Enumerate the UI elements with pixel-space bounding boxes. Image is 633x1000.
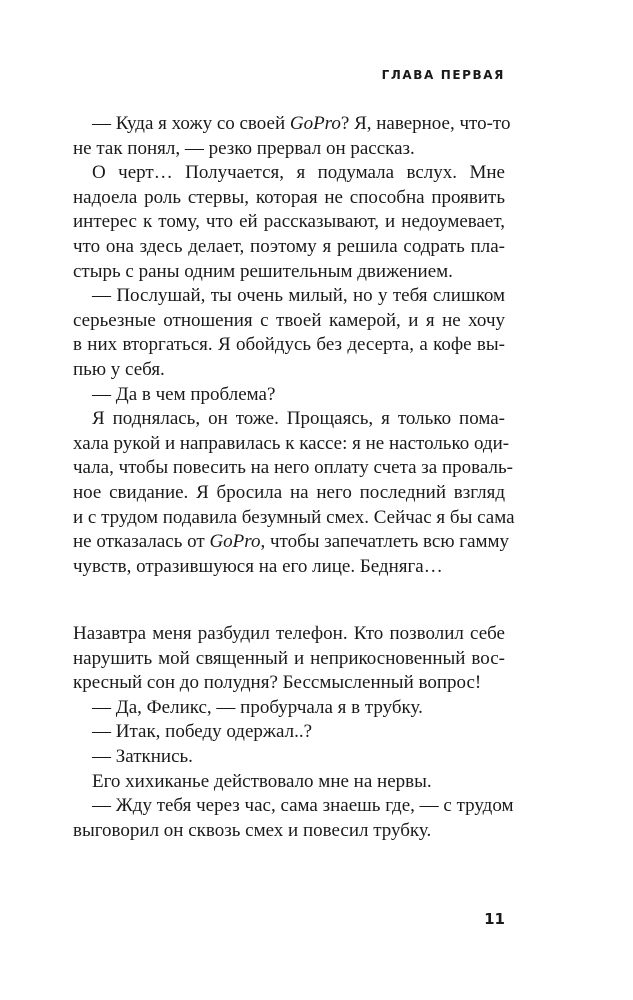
text-line <box>73 530 510 555</box>
text-line: выговорил он сквозь смех и повесил трубку. <box>73 819 432 841</box>
text-line: не так понял, — резко прервал он рассказ. <box>73 137 415 159</box>
text-line: Я поднялась, он тоже. Прощаясь, я только пома- <box>73 408 505 430</box>
text-line: пью у себя. <box>73 358 165 380</box>
text-line <box>73 112 511 137</box>
text-line: — Послушай, ты очень милый, но у тебя слишком <box>73 285 505 307</box>
text-line: — Итак, победу одержал..? <box>73 721 313 743</box>
text-line: стырь с раны одним решительным движением. <box>73 260 453 282</box>
text-section-1 <box>73 112 515 579</box>
text-fragment: ? Я, наверное, что-то <box>340 113 511 134</box>
text-line: — Да, Феликс, — пробурчала я в трубку. <box>73 696 423 718</box>
text-line: в них вторгаться. Я обойдусь без десерта, а кофе вы- <box>73 334 505 356</box>
text-fragment: , чтобы запечатлеть всю гамму <box>260 531 510 553</box>
text-line: интерес к тому, что ей рассказывают, и недоумевает, <box>73 211 505 233</box>
text-line: что она здесь делает, поэтому я решила содрать пла- <box>73 235 505 257</box>
text-line: Его хихиканье действовало мне на нервы. <box>73 770 432 792</box>
text-line: чала, чтобы повесить на него оплату счета за проваль- <box>73 457 513 479</box>
page-number: 11 <box>484 910 505 928</box>
text-fragment: — Куда я хожу со своей <box>73 113 290 134</box>
italic-term: GoPro <box>289 113 341 134</box>
text-line: и с трудом подавила безумный смех. Сейчас я бы сама <box>73 506 515 528</box>
text-line: — Заткнись. <box>73 745 193 767</box>
text-line: серьезные отношения с твоей камерой, и я не хочу <box>73 309 505 331</box>
text-line: кресный сон до полудня? Бессмысленный вопрос! <box>73 672 482 694</box>
running-head: ГЛАВА ПЕРВАЯ <box>381 68 505 82</box>
text-fragment: не отказалась от <box>73 531 210 553</box>
text-line: чувств, отразившуюся на его лице. Бедняга… <box>73 555 443 577</box>
text-line: — Да в чем проблема? <box>73 383 276 405</box>
text-line: Назавтра меня разбудил телефон. Кто позволил себе <box>73 623 505 644</box>
text-section-2 <box>73 622 514 843</box>
text-line: — Жду тебя через час, сама знаешь где, — с трудом <box>73 795 514 817</box>
italic-term: GoPro <box>209 531 261 553</box>
text-line: ное свидание. Я бросила на него последний взгляд <box>73 481 505 503</box>
text-line: О черт… Получается, я подумала вслух. Мне <box>73 162 505 184</box>
text-line: хала рукой и направилась к кассе: я не настолько оди- <box>73 432 510 454</box>
text-line: нарушить мой священный и неприкосновенный вос- <box>73 647 505 669</box>
text-line: надоела роль стервы, которая не способна проявить <box>73 186 505 208</box>
